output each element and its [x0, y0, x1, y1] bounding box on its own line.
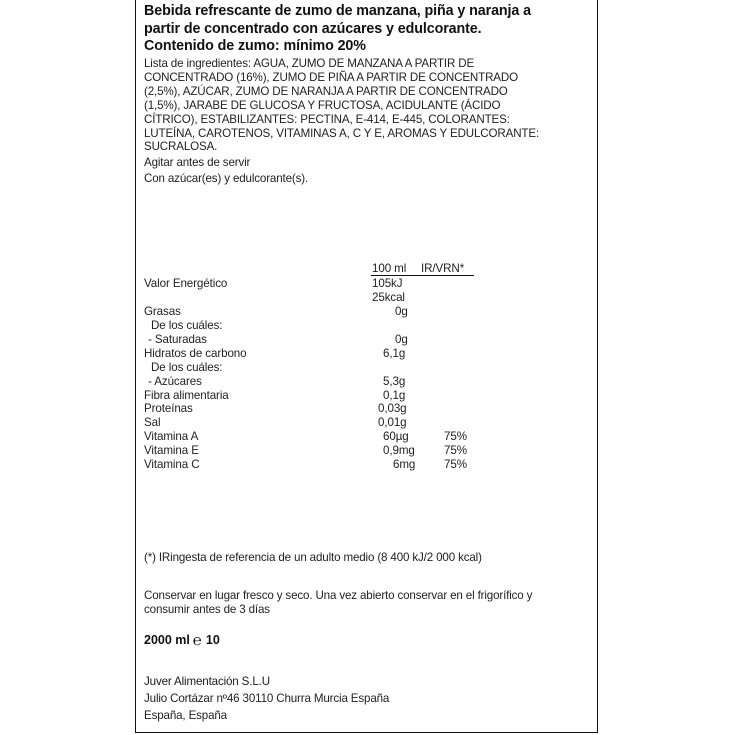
nutrient-value: 0,01g	[378, 416, 407, 429]
unit-count: 10	[205, 633, 220, 647]
nutrient-value: 0,9mg	[383, 444, 415, 457]
ingredients-line: LUTEÍNA, CAROTENOS, VITAMINAS A, C Y E, AROMAS Y EDULCORANTE:	[144, 126, 540, 140]
nutrient-label: Vitamina A	[144, 430, 199, 443]
ingredients-list	[144, 57, 539, 154]
title-line: partir de concentrado con azúcares y edulcorante.	[144, 20, 482, 37]
nutrient-value: 60µg	[383, 430, 409, 443]
ingredients-line: CONCENTRADO (16%), ZUMO DE PIÑA A PARTIR DE CONCENTRADO	[144, 70, 518, 84]
energy-kj: 105kJ	[372, 277, 403, 290]
nutrient-label: - Saturadas	[148, 333, 207, 346]
net-quantity	[144, 632, 220, 649]
nutrient-value: 0g	[395, 333, 408, 346]
nutrient-label: Sal	[144, 416, 161, 429]
nutrient-ir: 75%	[444, 458, 467, 471]
ingredients-line: SUCRALOSA.	[144, 140, 218, 154]
net-volume: 2000 ml	[144, 633, 190, 647]
nutrient-value: 0,1g	[383, 389, 406, 402]
nutrient-value: 6,1g	[383, 347, 406, 360]
storage-line: Conservar en lugar fresco y seco. Una vez abierto conservar en el frigorífico y	[144, 589, 533, 602]
estimated-sign-icon: ℮	[192, 632, 202, 649]
nutrient-label: Hidratos de carbono	[144, 347, 247, 360]
nutrient-label: De los cuáles:	[151, 361, 223, 374]
nutrient-value: 5,3g	[383, 375, 406, 388]
ingredients-line: Lista de ingredientes: AGUA, ZUMO DE MANZANA A PARTIR DE	[144, 57, 475, 70]
nutrient-label: - Azúcares	[148, 375, 202, 388]
ingredients-line: CÍTRICO), ESTABILIZANTES: PECTINA, E-414, E-445, COLORANTES:	[144, 112, 510, 126]
energy-label: Valor Energético	[144, 277, 228, 290]
product-title	[144, 3, 531, 56]
storage-line: consumir antes de 3 días	[144, 603, 270, 616]
nutrition-header-divider	[371, 275, 474, 276]
ingredients-line: (1,5%), JARABE DE GLUCOSA Y FRUCTOSA, ACIDULANTE (ÁCIDO	[144, 98, 501, 112]
shake-instruction: Agitar antes de servir	[144, 156, 251, 169]
nutrient-label: De los cuáles:	[151, 319, 223, 332]
company-country: España, España	[144, 709, 227, 722]
nutrient-label: Fibra alimentaria	[144, 389, 229, 402]
nutrient-label: Proteínas	[144, 402, 193, 415]
title-line: Bebida refrescante de zumo de manzana, piña y naranja a	[144, 3, 532, 19]
contains-note: Con azúcar(es) y edulcorante(s).	[144, 172, 309, 185]
nutrient-value: 6mg	[393, 458, 416, 471]
nutrient-value: 0g	[395, 305, 408, 318]
nutrition-header-per: 100 ml	[372, 262, 407, 275]
nutrient-ir: 75%	[444, 430, 467, 443]
reference-intake-footnote: (*) IRingesta de referencia de un adulto medio (8 400 kJ/2 000 kcal)	[144, 551, 482, 564]
nutrient-label: Vitamina E	[144, 444, 199, 457]
nutrient-ir: 75%	[444, 444, 467, 457]
ingredients-line: (2,5%), AZÚCAR, ZUMO DE NARANJA A PARTIR DE CONCENTRADO	[144, 84, 508, 98]
company-name: Juver Alimentación S.L.U	[144, 675, 270, 688]
company-address: Julio Cortázar nº46 30110 Churra Murcia España	[144, 692, 390, 705]
nutrient-value: 0,03g	[378, 402, 407, 415]
energy-kcal: 25kcal	[372, 291, 405, 304]
nutrition-header-ir: IR/VRN*	[421, 262, 465, 275]
nutrient-label: Vitamina C	[144, 458, 200, 471]
nutrient-label: Grasas	[144, 305, 181, 318]
title-line: Contenido de zumo: mínimo 20%	[144, 38, 366, 54]
